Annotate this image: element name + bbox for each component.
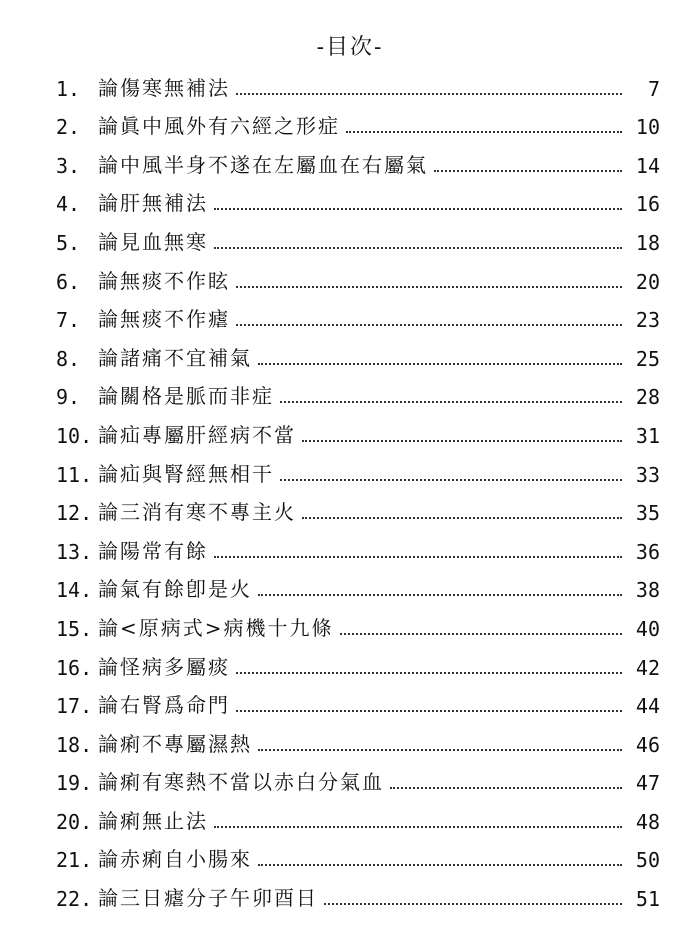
toc-entry[interactable] bbox=[56, 180, 660, 219]
toc-dot-leader bbox=[340, 633, 622, 635]
toc-entry-page-number: 14 bbox=[635, 153, 660, 178]
toc-entry-title: 論<原病式>病機十九條 bbox=[98, 615, 334, 640]
toc-dot-leader bbox=[258, 749, 622, 751]
toc-entry-title: 論諸痛不宜補氣 bbox=[98, 345, 252, 370]
toc-entry-page-number: 51 bbox=[635, 887, 660, 912]
toc-entry-page-number: 33 bbox=[635, 462, 660, 487]
toc-entry-number: 8. bbox=[56, 346, 81, 371]
toc-entry[interactable] bbox=[56, 334, 660, 373]
toc-entry[interactable] bbox=[56, 141, 660, 180]
toc-entry-number: 15. bbox=[56, 616, 93, 641]
toc-entry[interactable] bbox=[56, 257, 660, 296]
toc-entry-title: 論肝無補法 bbox=[98, 191, 208, 216]
toc-entry-number: 9. bbox=[56, 385, 81, 410]
toc-entry-number: 7. bbox=[56, 308, 81, 333]
toc-entry-title: 論無痰不作眩 bbox=[98, 268, 230, 293]
toc-entry-page-number: 36 bbox=[635, 539, 660, 564]
toc-entry[interactable] bbox=[56, 836, 660, 875]
toc-entry-number: 11. bbox=[56, 462, 93, 487]
toc-dot-leader bbox=[346, 131, 622, 133]
toc-dot-leader bbox=[214, 556, 622, 558]
toc-entry-page-number: 16 bbox=[635, 192, 660, 217]
toc-entry-number: 19. bbox=[56, 771, 93, 796]
toc-entry-page-number: 42 bbox=[635, 655, 660, 680]
toc-entry-number: 17. bbox=[56, 694, 93, 719]
toc-entry[interactable] bbox=[56, 411, 660, 450]
toc-entry-number: 16. bbox=[56, 655, 93, 680]
toc-entry-title: 論關格是脈而非症 bbox=[98, 384, 274, 409]
toc-entry[interactable] bbox=[56, 604, 660, 643]
toc-dot-leader bbox=[258, 594, 622, 596]
toc-dot-leader bbox=[302, 517, 622, 519]
toc-entry-number: 6. bbox=[56, 269, 81, 294]
toc-entry-page-number: 23 bbox=[635, 308, 660, 333]
toc-entry-page-number: 35 bbox=[635, 501, 660, 526]
toc-entry-title: 論無痰不作瘧 bbox=[98, 307, 230, 332]
toc-dot-leader bbox=[324, 903, 622, 905]
toc-entry-page-number: 40 bbox=[635, 616, 660, 641]
toc-entry[interactable] bbox=[56, 64, 660, 103]
toc-entry[interactable] bbox=[56, 373, 660, 412]
toc-dot-leader bbox=[214, 826, 622, 828]
toc-entry-number: 12. bbox=[56, 501, 93, 526]
toc-entry[interactable] bbox=[56, 527, 660, 566]
toc-entry-number: 3. bbox=[56, 153, 81, 178]
toc-dot-leader bbox=[434, 170, 622, 172]
toc-entry-page-number: 10 bbox=[635, 115, 660, 140]
toc-entry-number: 13. bbox=[56, 539, 93, 564]
toc-dot-leader bbox=[214, 208, 622, 210]
toc-entry-page-number: 38 bbox=[635, 578, 660, 603]
toc-list bbox=[56, 64, 660, 913]
toc-entry[interactable] bbox=[56, 218, 660, 257]
toc-entry-page-number: 44 bbox=[635, 694, 660, 719]
toc-entry[interactable] bbox=[56, 450, 660, 489]
toc-entry-title: 論赤痢自小腸來 bbox=[98, 847, 252, 872]
toc-dot-leader bbox=[236, 710, 622, 712]
toc-dot-leader bbox=[214, 247, 622, 249]
toc-entry-number: 2. bbox=[56, 115, 81, 140]
toc-entry-title: 論怪病多屬痰 bbox=[98, 654, 230, 679]
toc-entry[interactable] bbox=[56, 489, 660, 528]
toc-dot-leader bbox=[258, 363, 622, 365]
toc-dot-leader bbox=[280, 479, 622, 481]
toc-entry-number: 5. bbox=[56, 230, 81, 255]
toc-entry-page-number: 28 bbox=[635, 385, 660, 410]
toc-entry[interactable] bbox=[56, 797, 660, 836]
toc-entry-number: 18. bbox=[56, 732, 93, 757]
toc-entry-number: 22. bbox=[56, 887, 93, 912]
toc-dot-leader bbox=[236, 672, 622, 674]
toc-entry-page-number: 46 bbox=[635, 732, 660, 757]
toc-entry-title: 論痢有寒熱不當以赤白分氣血 bbox=[98, 770, 384, 795]
toc-entry[interactable] bbox=[56, 566, 660, 605]
toc-entry-page-number: 7 bbox=[647, 76, 660, 101]
toc-entry[interactable] bbox=[56, 682, 660, 721]
toc-entry-page-number: 20 bbox=[635, 269, 660, 294]
toc-entry-title: 論三日瘧分子午卯酉日 bbox=[98, 886, 318, 911]
toc-entry-number: 4. bbox=[56, 192, 81, 217]
toc-entry[interactable] bbox=[56, 296, 660, 335]
toc-dot-leader bbox=[390, 787, 622, 789]
toc-dot-leader bbox=[236, 286, 622, 288]
toc-entry[interactable] bbox=[56, 103, 660, 142]
toc-entry-title: 論中風半身不遂在左屬血在右屬氣 bbox=[98, 152, 428, 177]
toc-entry-number: 1. bbox=[56, 76, 81, 101]
toc-entry-title: 論眞中風外有六經之形症 bbox=[98, 114, 340, 139]
toc-entry[interactable] bbox=[56, 874, 660, 913]
toc-dot-leader bbox=[280, 401, 622, 403]
toc-dot-leader bbox=[236, 324, 622, 326]
toc-entry-page-number: 31 bbox=[635, 423, 660, 448]
toc-entry-page-number: 18 bbox=[635, 230, 660, 255]
toc-entry-title: 論疝專屬肝經病不當 bbox=[98, 422, 296, 447]
toc-entry-number: 20. bbox=[56, 809, 93, 834]
toc-entry-title: 論傷寒無補法 bbox=[98, 75, 230, 100]
toc-entry-page-number: 48 bbox=[635, 809, 660, 834]
toc-entry-number: 10. bbox=[56, 423, 93, 448]
toc-entry-page-number: 25 bbox=[635, 346, 660, 371]
toc-entry-title: 論痢無止法 bbox=[98, 808, 208, 833]
page-title: -目次- bbox=[316, 35, 384, 60]
toc-entry-title: 論疝與腎經無相干 bbox=[98, 461, 274, 486]
toc-entry-page-number: 50 bbox=[635, 848, 660, 873]
toc-entry-page-number: 47 bbox=[635, 771, 660, 796]
toc-entry-title: 論右腎爲命門 bbox=[98, 693, 230, 718]
toc-dot-leader bbox=[258, 864, 622, 866]
toc-dot-leader bbox=[302, 440, 622, 442]
toc-entry-title: 論陽常有餘 bbox=[98, 538, 208, 563]
toc-entry-title: 論見血無寒 bbox=[98, 229, 208, 254]
toc-entry-title: 論三消有寒不專主火 bbox=[98, 500, 296, 525]
toc-entry-number: 21. bbox=[56, 848, 93, 873]
toc-entry-title: 論痢不專屬濕熱 bbox=[98, 731, 252, 756]
toc-entry[interactable] bbox=[56, 720, 660, 759]
toc-dot-leader bbox=[236, 93, 622, 95]
toc-entry[interactable] bbox=[56, 759, 660, 798]
toc-entry-title: 論氣有餘卽是火 bbox=[98, 577, 252, 602]
toc-entry[interactable] bbox=[56, 643, 660, 682]
toc-entry-number: 14. bbox=[56, 578, 93, 603]
